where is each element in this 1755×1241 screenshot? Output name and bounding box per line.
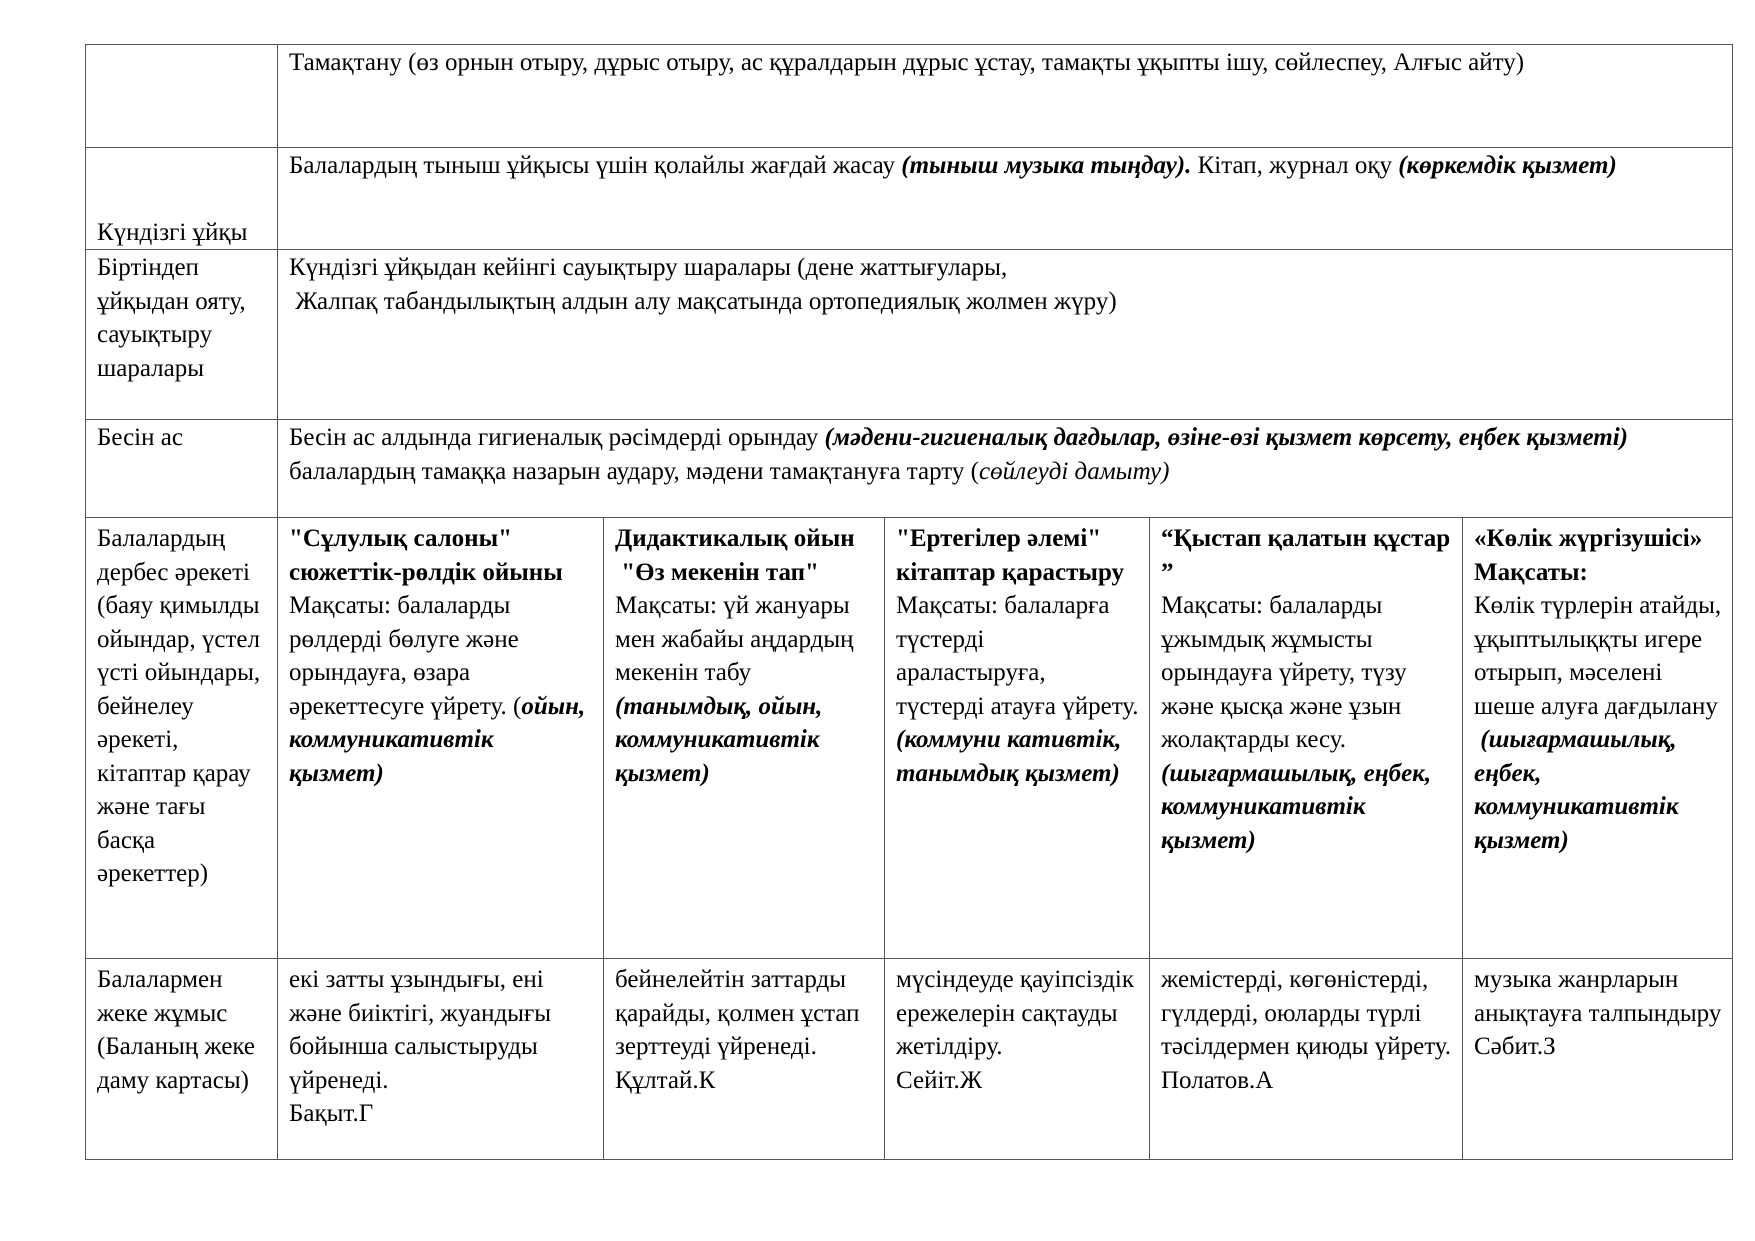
activity-5-tags: (шығармашылық, еңбек, коммуникативтік қызмет) [1474, 726, 1685, 854]
activity-1-goal: Мақсаты: балаларды рөлдерді бөлуге және орындауға, өзара әрекеттесуге үйрету. ( [289, 592, 522, 720]
wakeup-text [278, 250, 1733, 420]
activity-2-tags: (танымдық, ойын, коммуникативтік қызмет) [615, 692, 823, 787]
nap-label: Күндізгі ұйқы [86, 148, 278, 250]
activity-4-goal: Мақсаты: балаларды ұжымдық жұмысты орындауға үйрету, түзу және қысқа және ұзын жолақтарды кесу. [1161, 592, 1407, 753]
activity-2-title-1: Дидактикалық ойын [615, 525, 855, 552]
individual-2-text: бейнелейтін заттарды қарайды, қолмен ұстап зерттеуді үйренеді. [615, 966, 860, 1060]
activity-1-title: "Сұлулық салоны" сюжеттік-рөлдік ойыны [289, 525, 563, 586]
individual-4-text: жемістерді, көгөністерді, гүлдерді, оюларды түрлі тәсілдермен қиюды үйрету. [1161, 966, 1452, 1060]
activity-3-tags: (коммуни кативтік, танымдық қызмет) [896, 726, 1122, 787]
meal-label [86, 45, 278, 148]
row-individual [86, 959, 1733, 1160]
activity-5-title: «Көлік жүргізушісі» [1474, 525, 1703, 552]
snack-text-part-4: сөйлеуді дамыту) [978, 457, 1170, 485]
individual-label: Балалармен жеке жұмыс (Баланың жеке даму картасы) [86, 959, 278, 1160]
individual-col-3 [885, 959, 1150, 1160]
activity-col-1 [278, 518, 604, 959]
row-nap [86, 148, 1733, 250]
individual-col-5 [1463, 959, 1733, 1160]
snack-text-part-3: балалардың тамаққа назарын аудару, мәдени тамақтануға тарту ( [289, 457, 979, 485]
individual-2-name: Құлтай.К [615, 1066, 716, 1094]
snack-text-part-2: (мәдени-гигиеналық дағдылар, өзіне-өзі қызмет көрсету, еңбек қызметі) [824, 424, 1628, 451]
activity-4-title: “Қыстап қалатын құстар ” [1161, 525, 1451, 586]
row-activity [86, 518, 1733, 959]
activity-1-tags: ойын, коммуникативтік қызмет) [289, 692, 586, 787]
individual-1-text: екі затты ұзындығы, ені және биіктігі, жуандығы бойынша салыстыруды үйренеді. [289, 966, 552, 1094]
snack-label: Бесін ас [86, 420, 278, 518]
activity-col-5 [1463, 518, 1733, 959]
wakeup-label: Біртіндеп ұйқыдан ояту, сауықтыру шаралары [86, 250, 278, 420]
individual-col-2 [604, 959, 885, 1160]
row-wakeup [86, 250, 1733, 420]
activity-2-title-2: "Өз мекенін тап" [615, 558, 819, 586]
nap-text-part-1: Балалардың тыныш ұйқысы үшін қолайлы жағдай жасау [289, 152, 902, 179]
activity-col-2 [604, 518, 885, 959]
individual-col-4 [1150, 959, 1463, 1160]
nap-text-part-2: (тыныш музыка тыңдау). [901, 152, 1192, 179]
nap-text [278, 148, 1733, 250]
individual-4-name: Полатов.А [1161, 1066, 1274, 1094]
activity-3-title: "Ертегілер әлемі" кітаптар қарастыру [896, 525, 1125, 586]
wakeup-line-1: Күндізгі ұйқыдан кейінгі сауықтыру шаралары (дене жаттығулары, [289, 254, 1008, 281]
nap-text-part-3: Кітап, журнал оқу [1191, 152, 1399, 179]
meal-text: Тамақтану (өз орнын отыру, дұрыс отыру, ас құралдарын дұрыс ұстау, тамақты ұқыпты ішу, сөйлеспеу, Алғыс айту) [278, 45, 1733, 148]
individual-5-name: Сәбит.З [1474, 1033, 1556, 1060]
activity-2-goal: Мақсаты: үй жануары мен жабайы аңдардың мекенін табу [615, 592, 854, 686]
row-snack [86, 420, 1733, 518]
snack-text [278, 420, 1733, 518]
individual-3-name: Сейіт.Ж [896, 1066, 983, 1094]
individual-3-text: мүсіндеуде қауіпсіздік ережелерін сақтауды жетілдіру. [896, 966, 1135, 1060]
activity-5-goal: Көлік түрлерін атайды, ұқыптылыққты игере отырып, мәселені шеше алуға дағдылану [1474, 592, 1722, 720]
activity-label: Балалардың дербес әрекеті (баяу қимылды ойындар, үстел үсті ойындары, бейнелеу әрекеті, кітаптар қарау және тағы басқа әрекеттер) [86, 518, 278, 959]
snack-text-part-1: Бесін ас алдында гигиеналық рәсімдерді орындау [289, 424, 825, 451]
individual-5-text: музыка жанрларын анықтауға талпындыру [1474, 966, 1722, 1027]
activity-3-goal: Мақсаты: балаларға түстерді араластыруға, түстерді атауға үйрету. [896, 592, 1139, 720]
activity-5-goal-label: Мақсаты: [1474, 558, 1588, 586]
individual-col-1 [278, 959, 604, 1160]
individual-1-name: Бақыт.Г [289, 1100, 374, 1127]
activity-col-3 [885, 518, 1150, 959]
activity-col-4 [1150, 518, 1463, 959]
wakeup-line-2: Жалпақ табандылықтың алдын алу мақсатында ортопедиялық жолмен жүру) [289, 287, 1117, 315]
daily-plan-table [85, 44, 1733, 1160]
row-meal [86, 45, 1733, 148]
nap-text-part-4: (көркемдік қызмет) [1398, 152, 1617, 179]
activity-4-tags: (шығармашылық, еңбек, коммуникативтік қызмет) [1161, 759, 1432, 854]
